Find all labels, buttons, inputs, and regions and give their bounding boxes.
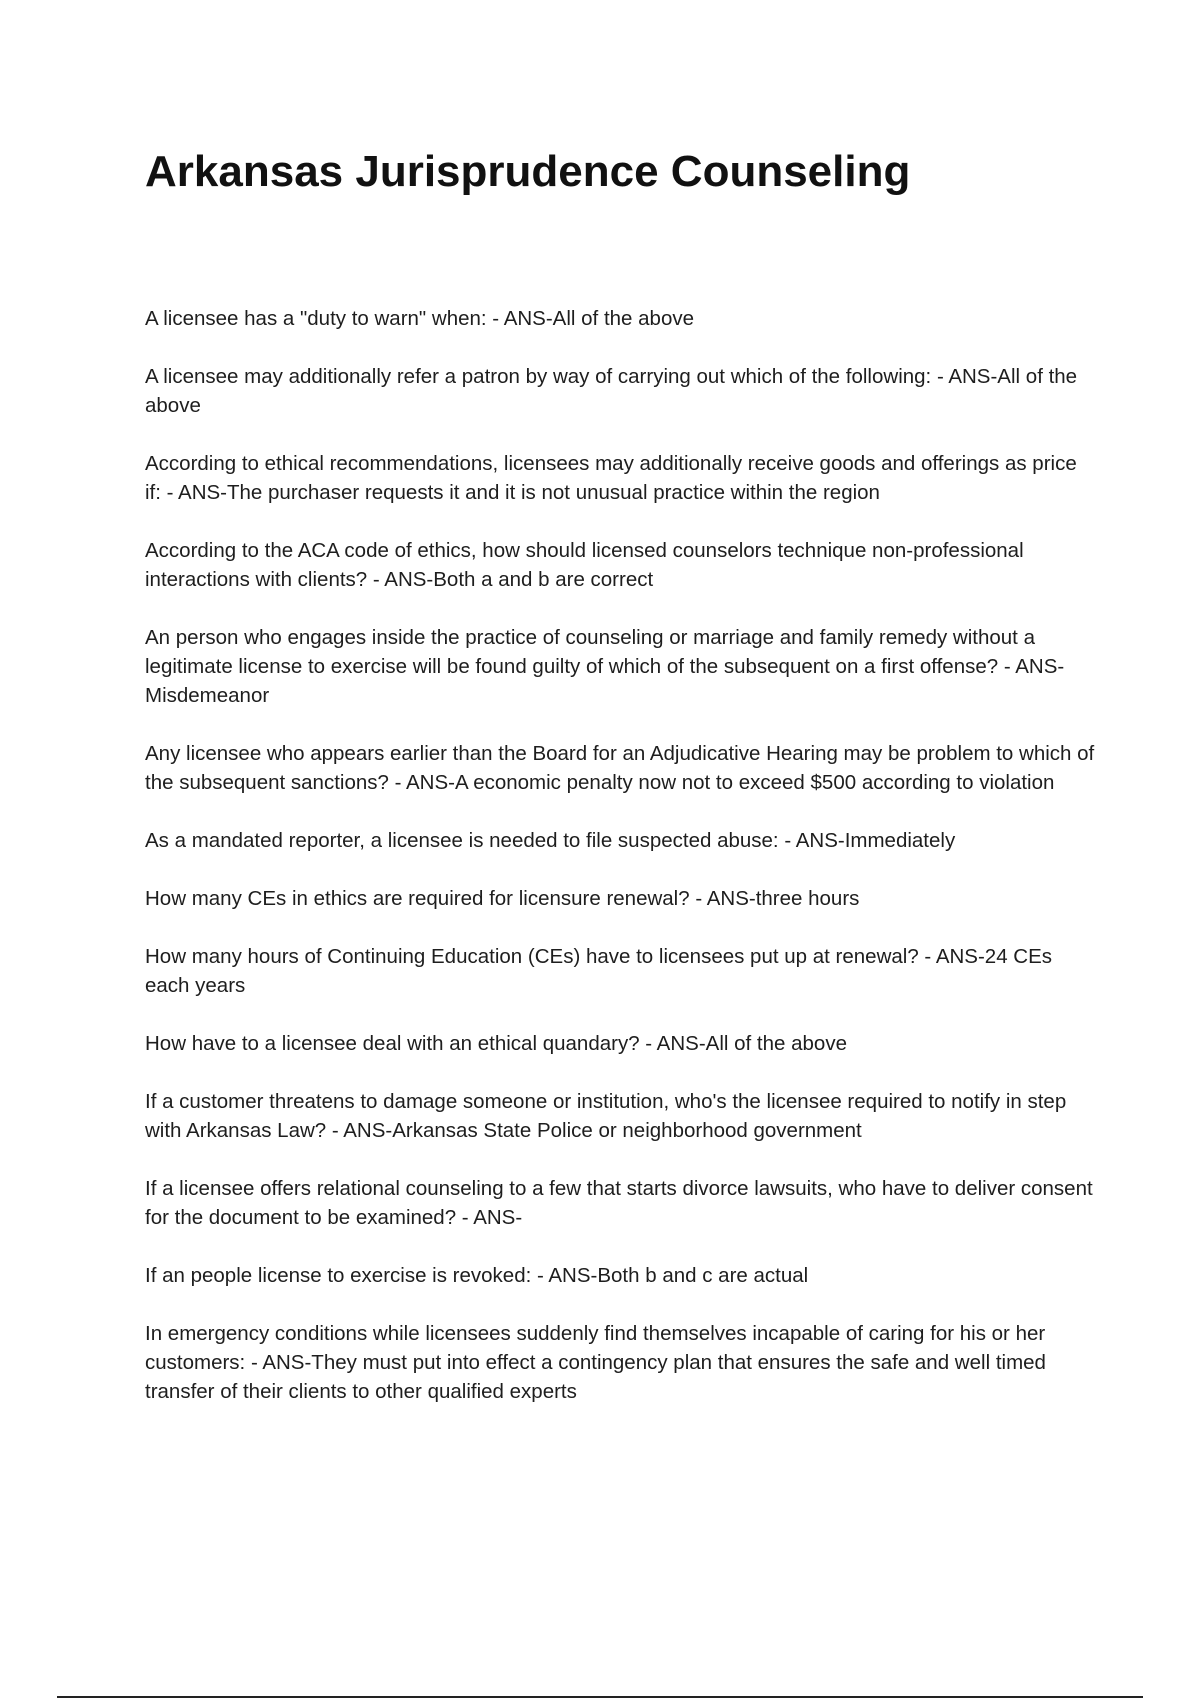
qa-item: If a licensee offers relational counseling to a few that starts divorce lawsuits, who have to deliver consent for the document to be examined? - ANS- [145,1177,1093,1229]
footer-divider [57,1696,1143,1698]
document-title: Arkansas Jurisprudence Counseling [145,147,911,196]
qa-item: According to the ACA code of ethics, how should licensed counselors technique non-professional interactions with clients? - ANS-Both a and b are correct [145,539,1024,591]
qa-item: How have to a licensee deal with an ethical quandary? - ANS-All of the above [145,1032,847,1055]
qa-item: How many hours of Continuing Education (CEs) have to licensees put up at renewal? - ANS-24 CEs each years [145,945,1053,997]
qa-list [145,304,1095,1435]
qa-item: If an people license to exercise is revoked: - ANS-Both b and c are actual [145,1264,809,1287]
qa-item: In emergency conditions while licensees suddenly find themselves incapable of caring for his or her customers: - ANS-They must put into effect a contingency plan that ensures the safe and well timed transfer of their clients to other qualified experts [145,1322,1046,1403]
qa-item: Any licensee who appears earlier than the Board for an Adjudicative Hearing may be problem to which of the subsequent sanctions? - ANS-A economic penalty now not to exceed $500 according to violation [145,742,1095,794]
qa-item: As a mandated reporter, a licensee is needed to file suspected abuse: - ANS-Immediately [145,829,956,852]
qa-item: An person who engages inside the practice of counseling or marriage and family remedy without a legitimate license to exercise will be found guilty of which of the subsequent on a first offense? - ANS-Misdemeanor [145,626,1065,707]
qa-item: A licensee has a "duty to warn" when: - ANS-All of the above [145,307,694,330]
qa-item: How many CEs in ethics are required for licensure renewal? - ANS-three hours [145,887,860,910]
qa-item: According to ethical recommendations, licensees may additionally receive goods and offerings as price if: - ANS-The purchaser requests it and it is not unusual practice within the region [145,452,1077,504]
qa-item: A licensee may additionally refer a patron by way of carrying out which of the following: - ANS-All of the above [145,365,1078,417]
qa-item: If a customer threatens to damage someone or institution, who's the licensee required to notify in step with Arkansas Law? - ANS-Arkansas State Police or neighborhood government [145,1090,1067,1142]
